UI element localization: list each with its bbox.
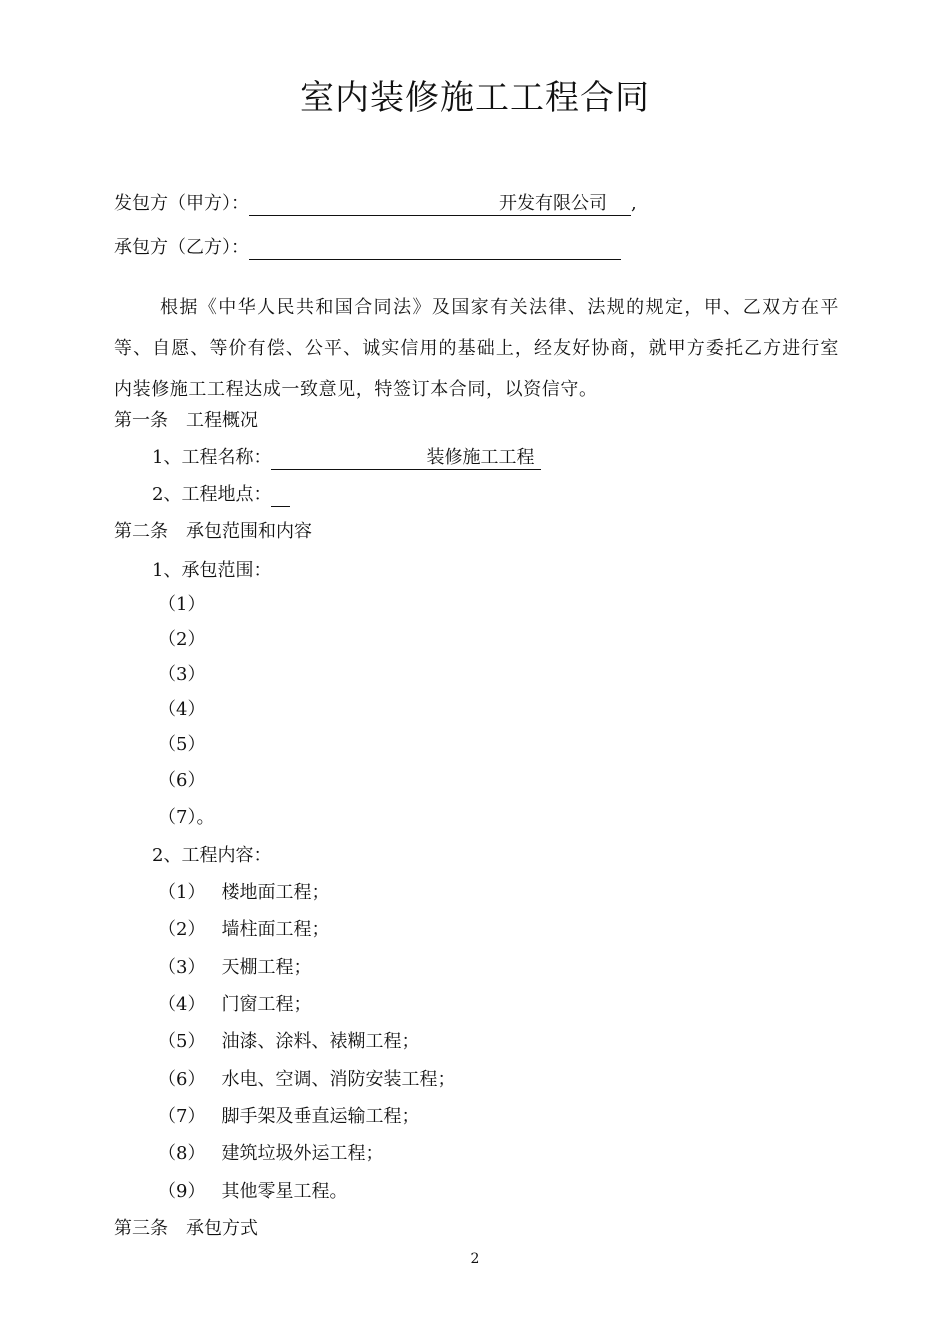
page-number: 2: [470, 1251, 480, 1267]
scope-item: （4）: [158, 699, 206, 720]
party-a-line: [114, 192, 637, 216]
content-item-text: 水电、空调、消防安装工程；: [221, 1069, 456, 1090]
party-b-line: [114, 236, 621, 260]
scope-item: （1）: [158, 594, 206, 615]
document-title: 室内装修施工工程合同: [300, 78, 650, 118]
content-item-number: （8）: [158, 1143, 206, 1164]
preamble-paragraph: 根据《中华人民共和国合同法》及国家有关法律、法规的规定，甲、乙双方在平等、自愿、等价有偿、公平、诚实信用的基础上，经友好协商，就甲方委托乙方进行室内装修施工工程达成一致意见，特签订本合同，以资信守。: [114, 297, 839, 400]
content-item: [158, 956, 311, 980]
article-3-heading: 第三条 承包方式: [114, 1218, 258, 1239]
scope-item: （2）: [158, 629, 206, 650]
content-item: [158, 1142, 383, 1166]
content-item-text: 天棚工程；: [221, 957, 312, 978]
scope-item: （3）: [158, 664, 206, 685]
content-label: 2、工程内容：: [152, 845, 272, 866]
project-name-blank: [271, 449, 541, 470]
content-item-number: （3）: [158, 957, 206, 978]
content-item-number: （7）: [158, 1106, 206, 1127]
party-b-blank: [249, 239, 621, 260]
project-location-line: [152, 483, 290, 507]
content-item-text: 建筑垃圾外运工程；: [221, 1143, 384, 1164]
content-item: [158, 1030, 419, 1054]
party-a-value: 开发有限公司: [499, 193, 607, 214]
content-item-text: 脚手架及垂直运输工程；: [221, 1106, 420, 1127]
content-item: [158, 993, 311, 1017]
scope-label: 1、承包范围：: [152, 560, 272, 581]
scope-item: （7）。: [158, 807, 215, 828]
content-item-number: （6）: [158, 1069, 206, 1090]
project-name-line: [152, 446, 541, 470]
content-item-number: （5）: [158, 1031, 206, 1052]
party-a-end: ,: [631, 193, 637, 214]
content-item-text: 油漆、涂料、裱糊工程；: [221, 1031, 420, 1052]
article-2-heading: 第二条 承包范围和内容: [114, 521, 312, 542]
article-1-heading: 第一条 工程概况: [114, 410, 258, 431]
content-item-number: （9）: [158, 1181, 206, 1202]
content-item-number: （2）: [158, 919, 206, 940]
scope-item: （5）: [158, 734, 206, 755]
content-item: [158, 1068, 455, 1092]
project-location-label: 2、工程地点：: [152, 484, 272, 505]
content-item: [158, 1180, 347, 1204]
content-item: [158, 918, 329, 942]
content-item-text: 墙柱面工程；: [221, 919, 330, 940]
content-item-text: 门窗工程；: [221, 994, 312, 1015]
content-item-number: （1）: [158, 882, 206, 903]
content-item-text: 其他零星工程。: [221, 1181, 348, 1202]
party-b-label: 承包方（乙方）：: [114, 237, 249, 258]
party-a-label: 发包方（甲方）：: [114, 193, 249, 214]
project-name-value: 装修施工工程: [426, 447, 535, 468]
content-item: [158, 881, 329, 905]
party-a-blank: [249, 195, 631, 216]
content-item-text: 楼地面工程；: [221, 882, 330, 903]
content-item-number: （4）: [158, 994, 206, 1015]
content-item: [158, 1105, 419, 1129]
scope-item: （6）: [158, 770, 206, 791]
project-location-blank: [271, 486, 290, 507]
project-name-label: 1、工程名称：: [152, 447, 272, 468]
